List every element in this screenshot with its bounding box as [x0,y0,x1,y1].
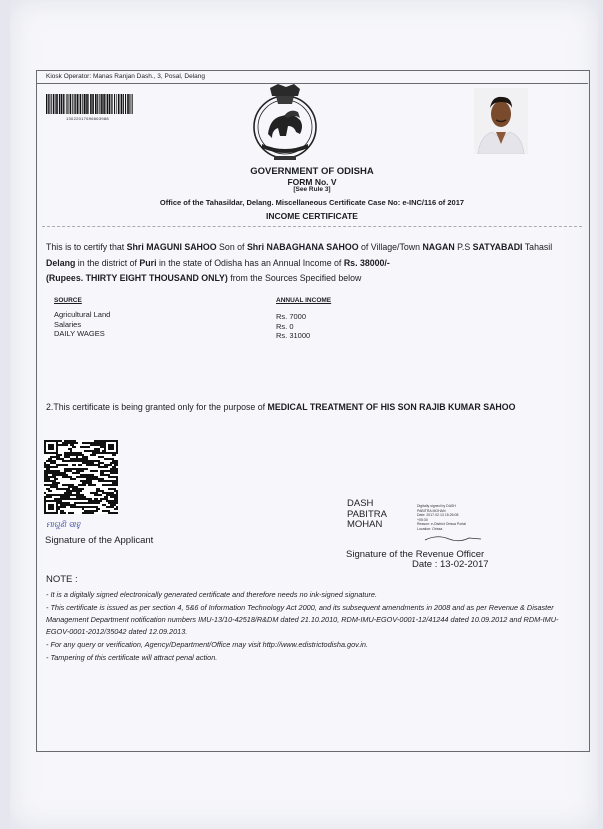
notes-list [46,589,578,665]
applicant-photo [474,88,528,154]
applicant-signature-label: Signature of the Applicant [45,535,154,546]
officer-name: DASH PABITRA MOHAN [347,498,387,530]
table-row-income: Rs. 31000 [276,331,311,340]
source-list [54,310,110,339]
table-row-source: Agricultural Land [54,310,111,319]
applicant-handwritten-name: ମାଗୁଣି ସାହୁ [46,520,81,529]
purpose-statement: 2.This certificate is being granted only for the purpose of MEDICAL TREATMENT OF HIS SON RAJIB KUMAR SAHOO [46,402,516,412]
certification-paragraph: This is to certify that Shri MAGUNI SAHOO Son of Shri NABAGHANA SAHOO of Village/Town NAGAN P.S SATYABADI Tahasil Delang in the district of Puri in the state of Odisha has an Annual Income of Rs. 38000/- (Rupees. THIRTY EIGHT THOUSAND ONLY) from the Sources Specified below [46,242,553,283]
table-row-income: Rs. 7000 [276,312,307,321]
certificate-title: INCOME CERTIFICATE [266,211,358,221]
income-list [276,312,310,341]
note-item: - This certificate is issued as per section 4, 5&6 of Information Technology Act 2000, and its subsequent amendments in 2008 and as per Revenue & Disaster Management Department notification numbers IMU-13/10-42518/R&DM dated 21.10.2010, RDM-IMU-EGOV-0001-12/41244 dated 10.09.2012 and RDM-IMU-EGOV-0001-2012/35042 dated 12.09.2013. [46,602,559,636]
odisha-emblem [248,82,322,164]
digital-signature-mark [423,532,483,544]
table-row-income: Rs. 0 [276,321,294,331]
office-case-number: Office of the Tahasildar, Delang. Miscellaneous Certificate Case No: e-INC/116 of 2017 [159,198,465,207]
applicant-handwritten-signature [46,514,106,532]
note-item: - For any query or verification, Agency/Department/Office may visit http://www.edistrictodisha.gov.in. [46,639,368,649]
barcode-number: 13022017696663988 [66,116,109,121]
note-item: - It is a digitally signed electronically generated certificate and therefore needs no ink-signed signature. [46,590,377,599]
table-row-source: Salaries [54,319,82,329]
note-item: - Tampering of this certificate will attract penal action. [46,652,218,662]
officer-signature-label: Signature of the Revenue Officer [346,549,485,560]
separator [42,226,582,227]
source-column-header: SOURCE [54,297,82,304]
income-column-header: ANNUAL INCOME [276,297,332,304]
rule-reference: [See Rule 3] [293,186,331,193]
kiosk-operator: Kiosk Operator: Manas Ranjan Dash., 3, Posal, Delang [36,70,588,84]
government-heading: GOVERNMENT OF ODISHA [250,166,374,177]
note-heading: NOTE : [46,574,78,585]
form-number: FORM No. V [287,177,337,187]
table-row-source: DAILY WAGES [54,329,105,338]
qr-code [44,440,118,514]
digital-signature-details: Digitally signed by DASH PABITRA MOHAN Date: 2017.02.13 15:26:08 +05:30 Reason: e-District Orissa Portal Location: Orissa [417,504,467,531]
issue-date: Date : 13-02-2017 [412,559,489,570]
